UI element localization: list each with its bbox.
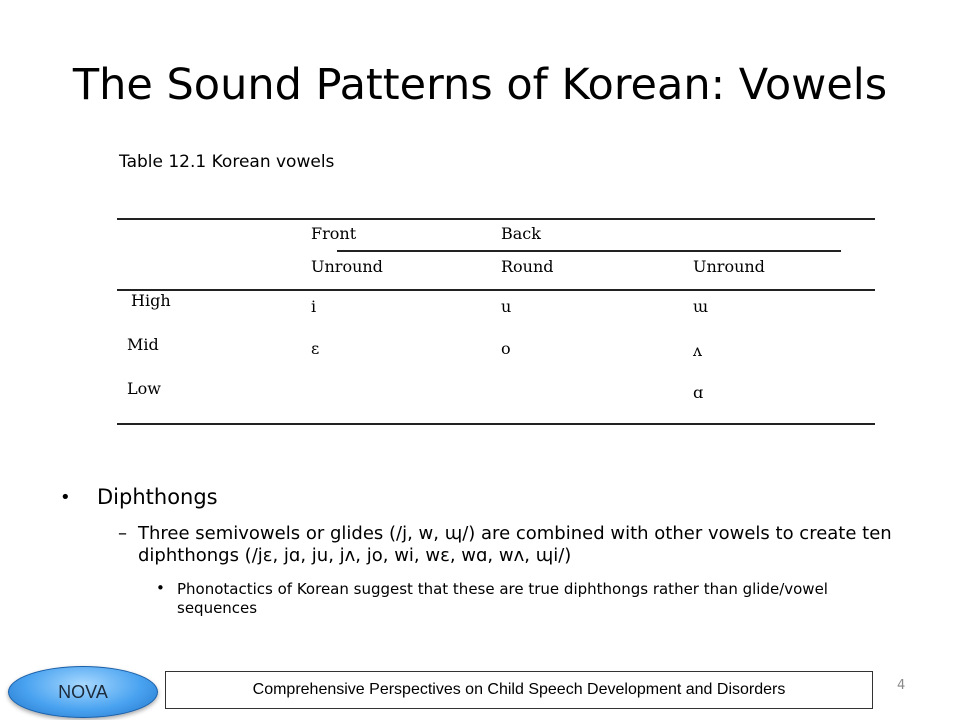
row-label-high: High [131,291,171,310]
vowel-cell: o [501,339,511,358]
header-front: Front [311,224,357,243]
back-group-rule [337,250,841,252]
footer-title: Comprehensive Perspectives on Child Speech Development and Disorders [165,671,873,709]
page-number: 4 [897,678,906,693]
row-label-low: Low [127,379,161,398]
bullet-level3-text: Phonotactics of Korean suggest that these are true diphthongs rather than glide/vowel sequences [177,580,828,617]
table-bottom-rule [117,423,875,425]
subheader-back-unround: Unround [693,257,765,276]
bullet-dot-icon: • [156,579,165,597]
table-caption: Table 12.1 Korean vowels [119,152,335,172]
subheader-front-unround: Unround [311,257,383,276]
nova-badge: NOVA [8,666,158,718]
table-top-rule [117,218,875,220]
vowel-cell: ʌ [693,341,703,360]
vowel-cell: u [501,297,512,316]
header-back: Back [501,224,541,243]
bullet-dot-icon: • [60,487,71,508]
vowel-cell: ɛ [311,339,320,358]
slide-title: The Sound Patterns of Korean: Vowels [72,60,888,110]
vowel-cell: i [311,297,317,316]
bullet-dash-icon: – [118,523,127,544]
vowel-cell: ɑ [693,383,704,402]
bullet-level2-text: Three semivowels or glides (/j, w, ɰ/) are combined with other vowels to create ten diphthongs (/jɛ, jɑ, ju, jʌ, jo, wi, wɛ, wɑ, wʌ, ɰi/) [138,523,892,566]
vowel-table [117,215,875,430]
row-label-mid: Mid [127,335,159,354]
vowel-cell: ɯ [693,297,709,316]
table-header-rule [117,289,875,291]
subheader-back-round: Round [501,257,554,276]
bullet-level1-text: Diphthongs [97,485,218,509]
